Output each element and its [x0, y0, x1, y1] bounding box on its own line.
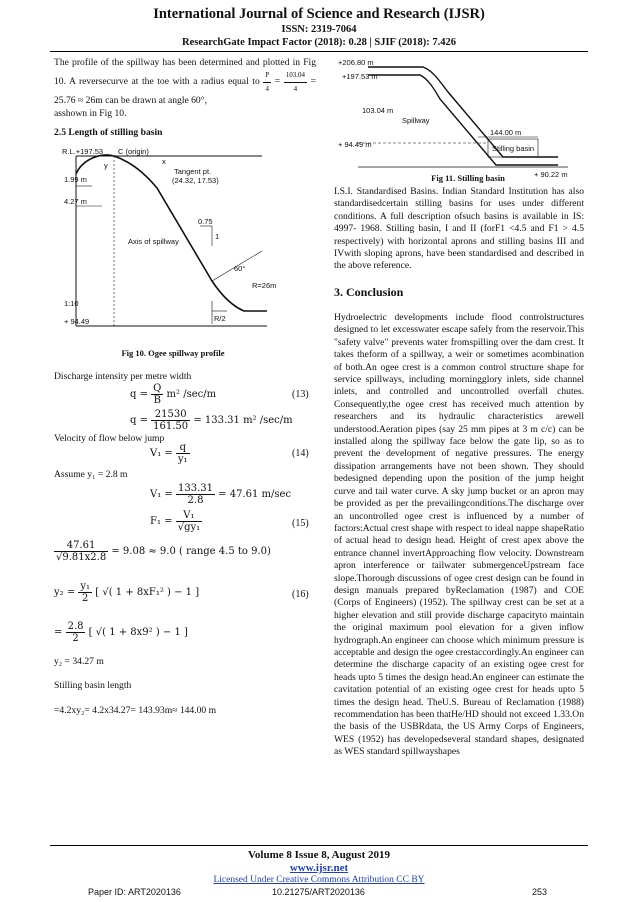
equation-13a: q = $\frac{Q}{B}$ m² /sec/m	[130, 383, 217, 406]
header-rule	[50, 51, 588, 52]
figure-11-stilling-basin	[338, 57, 578, 182]
equation-14: V₁ = $\frac{q}{\text{y₁}}$	[150, 442, 188, 465]
velocity-text: Velocity of flow below jump	[54, 433, 165, 444]
conclusion-title: 3. Conclusion	[334, 285, 404, 299]
fig10-rl-label: R.L.+197.53	[62, 147, 104, 156]
fig10-d427: 4.27 m	[64, 197, 87, 206]
journal-website-link[interactable]: www.ijsr.net	[289, 862, 349, 874]
equation-froude-value: $\frac{47.61}{√9.81x2.8}$ = 9.08 ≈ 9.0 ( range 4.5 to 9.0)	[56, 540, 271, 563]
figure-11-caption: Fig 11. Stilling basin	[431, 173, 505, 183]
equation-15-number: (15)	[292, 518, 309, 529]
isi-paragraph: I.S.I. Standardised Basins. Indian Standard Institution has also standardisedcertain stilling basins for uses under different conditions. A full description ofsuch basins is available in IS: 4997- 1968. Stilling basin, I and II (forF1 <4.5 and F1 > 4.5 respectively) with horizontal aprons and stilling basins III and IVwith sloping aprons, have been standardised and described in the above reference.	[334, 186, 584, 272]
equation-13-number: (13)	[292, 389, 309, 400]
doi: 10.21275/ART2020136	[272, 887, 365, 897]
impact-factor: ResearchGate Impact Factor (2018): 0.28 | SJIF (2018): 7.426	[182, 37, 456, 48]
fig10-base: + 94.49	[64, 317, 90, 326]
paper-id: Paper ID: ART2020136	[88, 887, 181, 897]
page-number: 253	[532, 887, 548, 897]
issn: ISSN: 2319-7064	[281, 24, 357, 35]
figure-10-caption: Fig 10. Ogee spillway profile	[121, 348, 225, 358]
fig10-r2: R/2	[214, 314, 226, 323]
fig10-origin-label: C (origin)	[118, 147, 149, 156]
fig10-angle: 60°	[234, 264, 246, 273]
journal-title: International Journal of Science and Research (IJSR)	[153, 6, 485, 22]
fig11-spillway-label: Spillway	[402, 116, 430, 125]
fig10-x-label: x	[162, 157, 166, 166]
fig10-d199: 1.99 m	[64, 175, 87, 184]
fig10-one: 1	[215, 232, 220, 241]
fig10-slope: 0.75	[198, 217, 213, 226]
equation-velocity-value: V₁ = $\frac{133.31}{2.8}$ = 47.61 m/sec	[150, 483, 292, 506]
equation-16: y₂ = $\frac{\text{y₁}}{2}$ [ √( 1 + 8xF₁² ) − 1 ]	[54, 581, 200, 604]
fig11-height-label: 103.04 m	[362, 106, 394, 115]
assume-text: Assume y₁ = 2.8 m	[54, 469, 128, 480]
equation-15: F₁ = $\frac{\text{V₁}}{\text{√gy₁}}$	[150, 510, 201, 533]
footer-rule	[50, 845, 588, 846]
volume-issue: Volume 8 Issue 8, August 2019	[247, 849, 390, 861]
section-title-stilling-basin: 2.5 Length of stilling basin	[54, 127, 163, 138]
fig10-tangent-label: Tangent pt.	[174, 167, 212, 176]
fig10-radius: R=26m	[252, 281, 277, 290]
y2-result: y₂ = 34.27 m	[54, 656, 104, 667]
fig11-length-label: 144.00 m	[490, 128, 522, 137]
basin-length-equation: =4.2xy₂= 4.2x34.27= 143.93m≈ 144.00 m	[54, 705, 217, 716]
conclusion-paragraph: Hydroelectric developments include flood controlstructures designed to let excesswater escape safely from the reservoir.This "safety valve" prevents water fromspilling over the dam crest. It takes theform of a spillway, a weir or sometimes acombination of both.An ogee crest is a common control structure shape for service spillways, including morningglory inlets, side channel inlets, and controlled and uncontrolled overfall chutes. Consequently,the ogee crest has received much attention by researchers and its hydraulic characteristics arewell understood.Aeration pipes (say 25 mm pipes at 3 m c/c) can be installed along the spillway face below the gate lip, so as to prevent the development of negative pressures. The energy dissipation arrangements have not been shown. They should bedesigned depending upon the position of the jump height curve and tail water curve. A sky jump bucket or an apron may be provided as per the prevailingconditions.The discharge over an uncontrolled ogee crest is influenced by a number of factors:Actual crest shape with respect to ideal nappe shapeRatio of actual head to design head. Height of crest apex above the entrance channel invertApproaching flow velocity. Downstream apron interference or tailwater submergenceUpstream face slope.Thorough discussions of ogee crest design can be found in design manuals prepared byReclamation (1987) and COE (Corps of Engineers) (1952). The spillway crest can be set at a higher elevation and still provide discharge capacityto maintain the original maximum pool elevation for a given inflow hydrograph.An engineer can choose which minimum pressure is acceptable and design the ogee crestaccordingly.An engineer can determine the discharge capacity of an existing ogee crest for heads upto 5 times the design head.An engineer can estimate the cavitation potential of an existing ogee crest for heads upto 5 times the design head. TheU.S. Bureau of Reclamation (1988) recommendation has been thatHe/HD should not exceed 1.33.On the basis of the USBRdata, the US Army Corps of Engineers, WES (1952) has developedseveral standard shapes, designated as WES standard spillwayshapes	[334, 312, 584, 758]
fig11-top-label: +206.80 m	[338, 58, 374, 67]
figure-10-ogee-profile	[62, 146, 284, 346]
equation-14-number: (14)	[292, 448, 309, 459]
equation-y2-substitution: = $\frac{2.8}{2}$ [ √( 1 + 8x9² ) − 1 ]	[54, 621, 188, 644]
fig10-axis-label: Axis of spillway	[128, 237, 179, 246]
fig11-base-label: + 94.49 m	[338, 140, 372, 149]
fig10-tangent-coords: (24.32, 17.53)	[172, 176, 219, 185]
license-link[interactable]: Licensed Under Creative Commons Attribution CC BY	[213, 875, 425, 885]
equation-13b: q = $\frac{21530}{161.50}$ = 133.31 m² /sec/m	[130, 409, 293, 432]
equation-16-number: (16)	[292, 589, 309, 600]
fig11-tail-label: + 90.22 m	[534, 170, 568, 179]
intro-paragraph: The profile of the spillway has been determined and plotted in Fig 10. A reversecurve at the toe with a radius equal to $\frac{P}{4}$ = $\frac{103.04}{4}$ = 25.76 ≈ 26m can be drawn at angle 60°, asshown in Fig 10.	[54, 57, 316, 119]
discharge-text: Discharge intensity per metre width	[54, 371, 192, 382]
fig10-y-label: y	[104, 161, 108, 170]
fig11-crest-label: +197.53 m	[342, 72, 378, 81]
fig11-basin-label: Stilling basin	[492, 144, 535, 153]
basin-length-text: Stilling basin length	[54, 680, 132, 691]
fig10-ratio: 1:10	[64, 299, 79, 308]
